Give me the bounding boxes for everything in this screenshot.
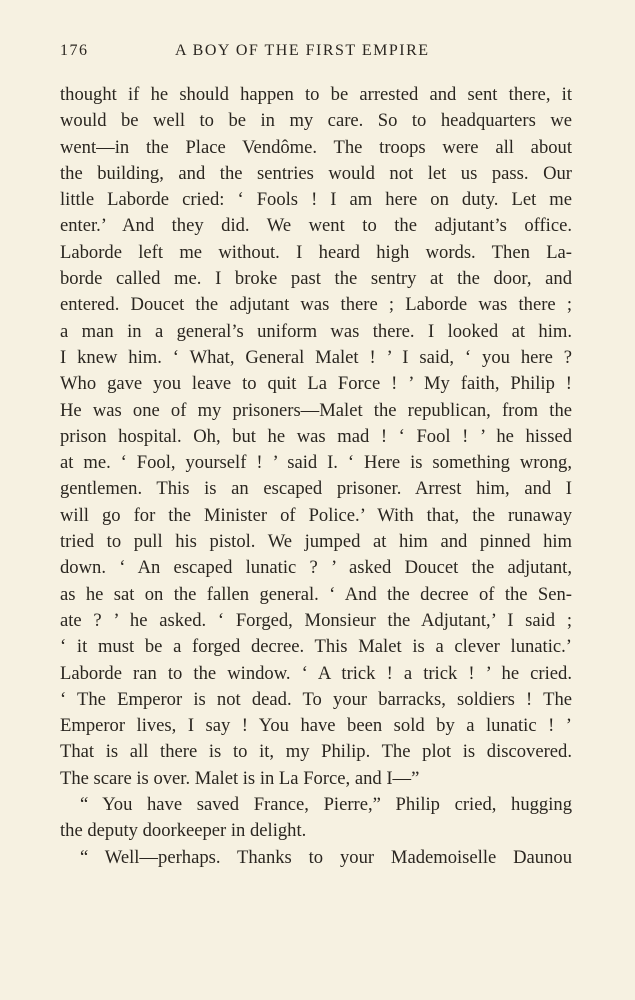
text-line: The scare is over. Malet is in La Force, and I—” [60,767,420,789]
text-line: enter.’ And they did. We went to the adjutant’s office. [60,215,572,237]
text-line: the deputy doorkeeper in delight. [60,820,307,842]
text-line: at me. ‘ Fool, yourself ! ’ said I. ‘ Here is something wrong, [60,452,572,474]
text-line: tried to pull his pistol. We jumped at him and pinned him [60,531,572,553]
text-line: ate ? ’ he asked. ‘ Forged, Monsieur the Adjutant,’ I said ; [60,609,572,631]
text-line: a man in a general’s uniform was there. I looked at him. [60,320,572,342]
text-line: little Laborde cried: ‘ Fools ! I am here on duty. Let me [60,189,572,211]
text-line: I knew him. ‘ What, General Malet ! ’ I said, ‘ you here ? [60,346,572,368]
text-line: gentlemen. This is an escaped prisoner. Arrest him, and I [60,478,572,500]
text-line: thought if he should happen to be arrested and sent there, it [60,84,572,105]
text-line: will go for the Minister of Police.’ With that, the runaway [60,504,572,526]
text-line: Emperor lives, I say ! You have been sold by a lunatic ! ’ [60,715,572,737]
text-line: ‘ The Emperor is not dead. To your barracks, soldiers ! The [60,688,572,710]
text-line: “ You have saved France, Pierre,” Philip cried, hugging [80,794,572,816]
text-line: Laborde left me without. I heard high words. Then La- [60,241,572,263]
text-line: would be well to be in my care. So to headquarters we [60,110,572,132]
text-line: borde called me. I broke past the sentry at the door, and [60,268,572,290]
running-head: A BOY OF THE FIRST EMPIRE [175,42,430,59]
text-line: as he sat on the fallen general. ‘ And the decree of the Sen- [60,583,572,605]
page-header [60,42,570,66]
text-line: prison hospital. Oh, but he was mad ! ‘ Fool ! ’ he hissed [60,425,572,447]
text-line: He was one of my prisoners—Malet the republican, from the [60,399,572,421]
body-text [60,82,572,871]
text-line: “ Well—perhaps. Thanks to your Mademoiselle Daunou [80,846,572,868]
text-line: That is all there is to it, my Philip. The plot is discovered. [60,741,572,763]
text-line: down. ‘ An escaped lunatic ? ’ asked Doucet the adjutant, [60,557,572,579]
text-line: went—in the Place Vendôme. The troops were all about [60,136,572,158]
page-number: 176 [60,42,89,59]
text-line: Who gave you leave to quit La Force ! ’ My faith, Philip ! [60,373,572,395]
text-line: Laborde ran to the window. ‘ A trick ! a trick ! ’ he cried. [60,662,572,684]
text-line: ‘ it must be a forged decree. This Malet is a clever lunatic.’ [60,636,572,658]
text-line: the building, and the sentries would not let us pass. Our [60,162,572,184]
text-line: entered. Doucet the adjutant was there ; Laborde was there ; [60,294,572,316]
